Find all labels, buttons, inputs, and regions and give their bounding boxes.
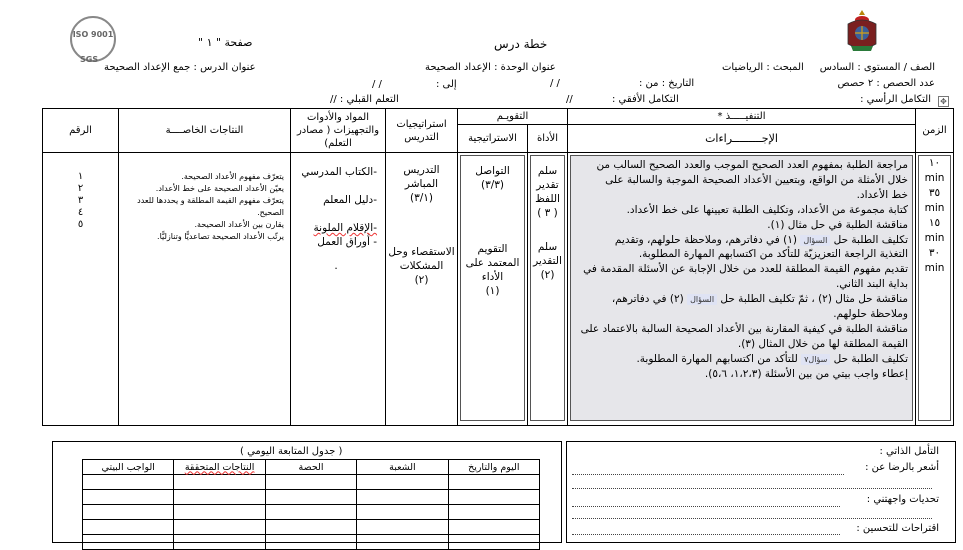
- procedure-line: التغذية الراجعة التعزيزيّة للتأكد من اكتسابهم المهارة المطلوبة.: [638, 248, 908, 261]
- material-item: - أوراق العمل: [317, 236, 377, 248]
- evaluation-header: [458, 109, 568, 125]
- follow-up-table: [82, 459, 540, 550]
- execution-header: [568, 109, 916, 125]
- satisfied-label: أشعر بالرضا عن :: [865, 462, 939, 473]
- eval-tool-1-count: ( ٣ ): [537, 207, 558, 219]
- number-header: [43, 109, 119, 153]
- date-to-field: إلى :: [436, 79, 457, 90]
- follow-col-section: الشعبة: [357, 460, 448, 475]
- procedure-line: [575, 233, 908, 248]
- follow-up-row[interactable]: [83, 490, 540, 505]
- procedures-text[interactable]: [570, 155, 913, 421]
- lesson-title-field: عنوان الدرس : جمع الإعداد الصحيحة: [104, 62, 256, 73]
- improvements-line[interactable]: [572, 534, 840, 535]
- time-cell: [916, 153, 954, 426]
- eval-strategy-header: [458, 125, 528, 153]
- procedures-header-label: الإجـــــــــراءات: [705, 132, 778, 145]
- strategy-2-count: (٢): [414, 274, 429, 286]
- procedure-line: [575, 292, 908, 307]
- periods-field: عدد الحصص : ٢ حصص: [837, 78, 935, 89]
- numbers-cell: [43, 153, 119, 426]
- follow-up-header-row: [83, 460, 540, 475]
- satisfied-line[interactable]: [572, 474, 844, 475]
- materials-header: [291, 109, 386, 153]
- time-3-value: ١٥: [928, 217, 941, 229]
- eval-tool-inner: [530, 155, 565, 421]
- follow-up-title: ( جدول المتابعة اليومي ): [240, 446, 343, 457]
- material-item: .: [334, 260, 338, 272]
- material-item: -دليل المعلم: [323, 194, 377, 206]
- challenges-label: تحديات واجهتني :: [866, 494, 939, 505]
- outcome-item: يرتّب الأعداد الصحيحة تصاعديًّا وتنازليًّا.: [157, 232, 284, 241]
- procedure-fragment: (٢) في دفاترهم،: [611, 293, 684, 306]
- materials-header-label: المواد والأدوات والتجهيزات ( مصادر التعلم): [296, 112, 380, 149]
- eval-strategy-1: التواصل: [475, 165, 510, 177]
- prior-learning-field: التعلم القبلي : //: [330, 94, 399, 105]
- time-4-value: ٣٠: [928, 247, 941, 259]
- table-move-handle-icon[interactable]: ✥: [938, 96, 949, 107]
- procedure-line: خلال الأمثلة من الواقع، وبتعيين الأعداد الصحيحة الموجبة والسالبة على: [605, 173, 908, 186]
- improvements-label: اقتراحات للتحسين :: [856, 523, 939, 534]
- outcomes-inner: [119, 153, 290, 243]
- follow-up-row[interactable]: [83, 475, 540, 490]
- eval-tool-1: سلم تقدير اللفظ: [535, 165, 560, 205]
- eval-tool-2-count: (٢): [540, 269, 555, 281]
- execution-header-label: التنفيـــــذ *: [717, 111, 766, 122]
- lesson-plan-table: [42, 108, 954, 426]
- numbers-inner: [43, 153, 118, 231]
- follow-up-row[interactable]: [83, 505, 540, 520]
- strategy-2: الاستقصاء وحل المشكلات: [388, 246, 455, 272]
- challenges-line[interactable]: [572, 506, 840, 507]
- plan-title: خطة درس: [494, 37, 548, 51]
- time-1-value: ١٠: [928, 157, 941, 169]
- time-inner: [918, 155, 951, 421]
- outcomes-cell: [119, 153, 291, 426]
- unit-title-field: [425, 62, 556, 73]
- question-chip-number: ٧: [804, 354, 809, 364]
- procedure-line: تقديم مفهوم القيمة المطلقة للعدد من خلال الإجابة عن الأسئلة المقدمة في: [583, 263, 908, 276]
- procedure-line: مناقشة الطلبة في حل مثال (١).: [767, 218, 908, 231]
- unit-title-text: عنوان الوحدة : الإعداد الصحيحة: [425, 62, 556, 73]
- time-1-unit: min: [924, 172, 945, 184]
- strategies-header: [386, 109, 458, 153]
- materials-inner: [291, 153, 385, 273]
- iso-logo-sub: SGS: [80, 55, 99, 64]
- follow-col-day: اليوم والتاريخ: [448, 460, 539, 475]
- procedure-fragment: مناقشة حل مثال (٢) ، ثمّ تكليف الطلبة حل: [720, 293, 908, 306]
- outcomes-header: [119, 109, 291, 153]
- outcome-item: يقارن بين الأعداد الصحيحة.: [194, 220, 284, 229]
- challenges-line-2[interactable]: [572, 518, 932, 519]
- outcomes-header-label: النتاجات الخاصــــة: [165, 125, 244, 136]
- procedure-line: مناقشة الطلبة في كيفية المقارنة بين الأعداد الصحيحة السالبة بالاعتماد على: [580, 322, 908, 335]
- strategies-cell: [386, 153, 458, 426]
- follow-col-outcomes: النتاجات المتحققة: [174, 460, 265, 475]
- question-chip: [801, 354, 830, 365]
- procedure-fragment: تكليف الطلبة حل: [833, 352, 908, 365]
- question-chip: السؤال: [800, 235, 830, 246]
- number-item: ٥: [77, 219, 84, 230]
- follow-col-homework: الواجب البيتي: [83, 460, 174, 475]
- follow-up-row[interactable]: [83, 535, 540, 550]
- procedure-fragment: للتأكد من اكتسابهم المهارة المطلوبة.: [636, 352, 798, 365]
- eval-strategy-inner: [460, 155, 525, 421]
- material-item: -الكتاب المدرسي: [301, 166, 377, 178]
- self-reflection-label: التأمل الذاتي :: [879, 446, 939, 457]
- procedure-fragment: (١) في دفاترهم، وملاحظة حلولهم، وتقديم: [614, 233, 797, 246]
- materials-cell: [291, 153, 386, 426]
- eval-strategy-1-count: (٣/٣): [480, 179, 505, 191]
- page-number: صفحة " ١ ": [198, 36, 253, 49]
- procedure-line: [575, 352, 908, 367]
- procedure-fragment: تكليف الطلبة حل: [833, 233, 908, 246]
- procedure-line: إعطاء واجب بيتي من بين الأسئلة (١،٢،٣، ٥،٦).: [704, 367, 908, 380]
- strategies-inner: [386, 153, 457, 287]
- time-2-unit: min: [924, 202, 945, 214]
- time-3-unit: min: [924, 232, 945, 244]
- eval-tool-header-label: الأداة: [537, 133, 558, 144]
- date-to-slashes: / /: [372, 79, 382, 90]
- date-from-slashes: / /: [550, 78, 560, 89]
- procedures-cell: [568, 153, 916, 426]
- number-item: ١: [77, 171, 84, 182]
- subject-field: المبحث : الرياضيات: [722, 62, 804, 73]
- time-header-label: الزمن: [922, 125, 947, 136]
- outcome-item: يتعرّف مفهوم الأعداد الصحيحة.: [181, 172, 284, 181]
- time-4-unit: min: [924, 262, 945, 274]
- follow-up-row[interactable]: [83, 520, 540, 535]
- eval-strategy-cell: [458, 153, 528, 426]
- eval-tool-header: [528, 125, 568, 153]
- procedure-line: القيمة المطلقة لها من خلال المثال (٣).: [737, 337, 908, 350]
- strategy-1: التدريس المباشر: [403, 164, 440, 190]
- procedure-line: وملاحظة حلولهم.: [833, 308, 908, 321]
- strategies-header-label: استراتيجيات التدريس: [396, 118, 447, 143]
- procedure-line: خط الأعداد.: [856, 188, 908, 201]
- outcome-item: يعيّن الأعداد الصحيحة على خط الأعداد.: [155, 184, 284, 193]
- time-2-value: ٣٥: [928, 187, 941, 199]
- vertical-integration-field: التكامل الرأسي :: [860, 94, 931, 105]
- procedure-line: كتابة مجموعة من الأعداد، وتكليف الطلبة تعيينها على خط الأعداد.: [626, 203, 908, 216]
- iso-logo-text: ISO 9001: [72, 30, 114, 39]
- material-item: -الإقلام الملونة: [313, 222, 377, 234]
- question-chip: السؤال: [687, 294, 717, 305]
- satisfied-line-2[interactable]: [572, 488, 932, 489]
- eval-strategy-2: التقويم المعتمد على الأداء: [465, 243, 520, 283]
- eval-tool-2: سلم التقدير: [533, 241, 562, 267]
- date-from-field: التاريخ : من :: [639, 78, 695, 89]
- procedure-line: بداية البند الثاني.: [835, 278, 908, 291]
- grade-field: الصف / المستوى : السادس: [819, 62, 935, 73]
- strategy-1-count: (٣/١): [409, 192, 434, 204]
- number-item: ٢: [77, 183, 84, 194]
- outcome-item: يتعرّف مفهوم القيمة المطلقة و يحددها للعدد الصحيح.: [137, 196, 284, 217]
- procedure-line: مراجعة الطلبة بمفهوم العدد الصحيح الموجب والعدد الصحيح السالب من: [596, 159, 908, 171]
- horizontal-integration-field: التكامل الأفقي :: [612, 94, 679, 105]
- eval-tool-cell: [528, 153, 568, 426]
- number-item: ٤: [77, 207, 84, 218]
- horizontal-integration-slashes: //: [566, 94, 573, 105]
- eval-strategy-2-count: (١): [485, 285, 500, 297]
- time-header: [916, 109, 954, 153]
- number-header-label: الرقم: [69, 125, 92, 136]
- evaluation-header-label: التقويـم: [496, 111, 529, 122]
- follow-col-period: الحصة: [265, 460, 356, 475]
- number-item: ٣: [77, 195, 84, 206]
- question-chip-label: سؤال: [808, 354, 828, 364]
- coat-of-arms-emblem: [843, 8, 881, 54]
- procedures-header: [568, 125, 916, 153]
- eval-strategy-header-label: الاستراتيجية: [468, 133, 517, 144]
